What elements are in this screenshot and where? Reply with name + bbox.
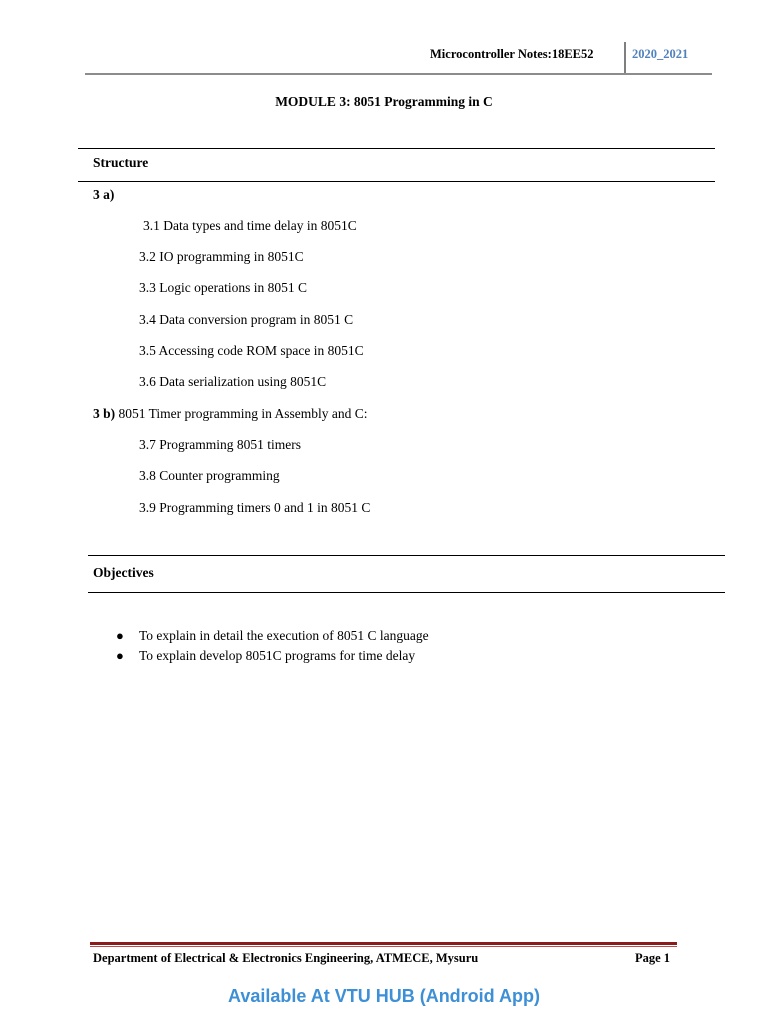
header-year: 2020_2021	[632, 47, 689, 61]
bullet-icon: ●	[116, 648, 124, 663]
objectives-heading: Objectives	[93, 565, 154, 580]
objective-item: To explain develop 8051C programs for time delay	[139, 648, 416, 663]
header-title: Microcontroller Notes:18EE52	[430, 47, 594, 61]
footer-rule	[90, 942, 677, 945]
app-banner: Available At VTU HUB (Android App)	[228, 986, 540, 1006]
structure-item: 3.9 Programming timers 0 and 1 in 8051 C	[139, 500, 371, 515]
structure-item: 3.3 Logic operations in 8051 C	[139, 280, 307, 295]
footer-department: Department of Electrical & Electronics Engineering, ATMECE, Mysuru	[93, 951, 479, 965]
structure-item: 3.2 IO programming in 8051C	[139, 249, 304, 264]
part-b-line	[93, 406, 368, 422]
part-b-label: 3 b)	[93, 406, 116, 421]
structure-item: 3.4 Data conversion program in 8051 C	[139, 312, 354, 327]
header-divider	[624, 42, 626, 74]
header-rule	[85, 73, 712, 75]
structure-top-rule	[78, 148, 715, 149]
structure-heading: Structure	[93, 155, 149, 170]
structure-bottom-rule	[78, 181, 715, 182]
objective-item: To explain in detail the execution of 8051 C language	[139, 628, 429, 643]
structure-item: 3.1 Data types and time delay in 8051C	[143, 218, 357, 233]
part-a-label: 3 a)	[93, 187, 115, 202]
footer-rule-thin	[90, 946, 677, 947]
objectives-bottom-rule	[88, 592, 725, 593]
structure-item: 3.5 Accessing code ROM space in 8051C	[139, 343, 364, 358]
structure-item: 3.6 Data serialization using 8051C	[139, 374, 327, 389]
objectives-top-rule	[88, 555, 725, 556]
module-title: MODULE 3: 8051 Programming in C	[275, 94, 493, 109]
footer-page-number: Page 1	[635, 951, 671, 965]
structure-item: 3.8 Counter programming	[139, 468, 280, 483]
part-b-text: 8051 Timer programming in Assembly and C:	[115, 406, 368, 421]
structure-item: 3.7 Programming 8051 timers	[139, 437, 301, 452]
bullet-icon: ●	[116, 628, 124, 643]
